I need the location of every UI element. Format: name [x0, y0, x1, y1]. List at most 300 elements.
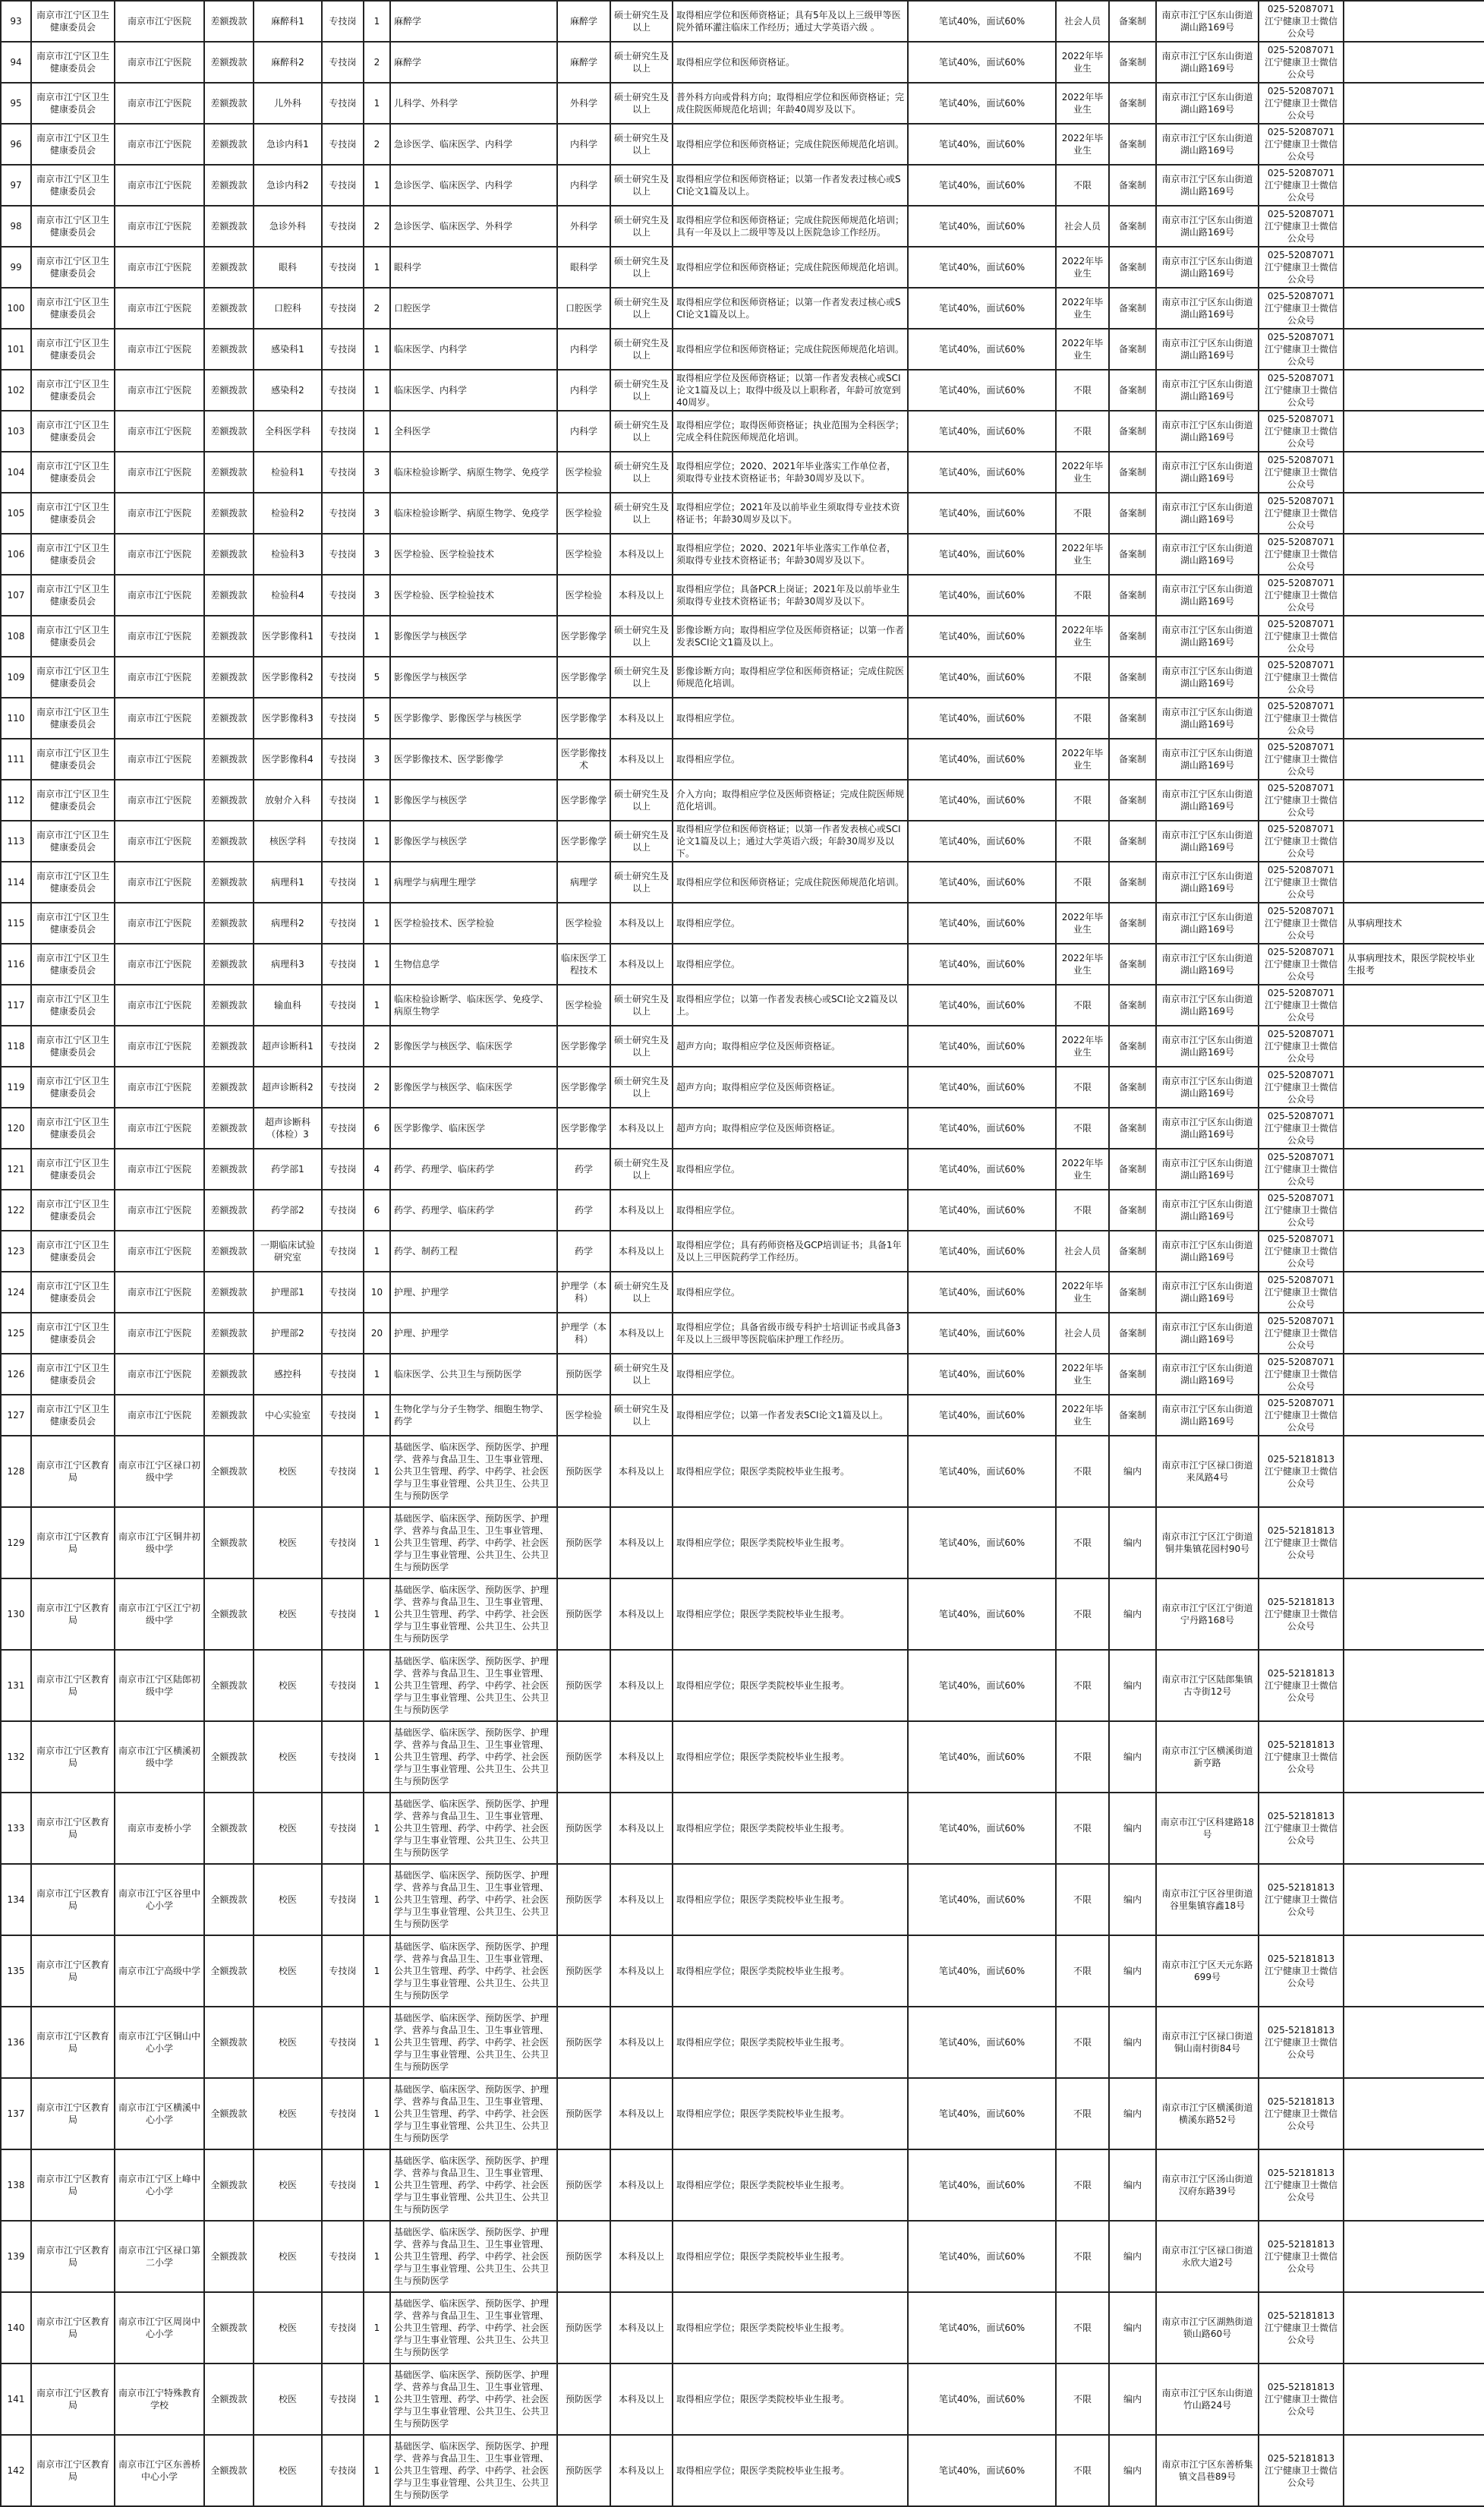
funding-type-cell: 差额拨款 [204, 616, 254, 657]
major-cell: 护理、护理学 [390, 1272, 557, 1313]
staffing-type-cell: 编内 [1109, 1650, 1156, 1721]
row-number-cell: 108 [1, 616, 31, 657]
position-name-cell: 口腔科 [254, 288, 322, 329]
applicant-type-cell: 2022年毕业生 [1056, 944, 1109, 985]
major-cell: 口腔医学 [390, 288, 557, 329]
exam-weighting-cell: 笔试40%，面试60% [908, 1793, 1056, 1864]
row-number-cell: 138 [1, 2149, 31, 2221]
exam-subject-cell: 医学检验 [557, 985, 610, 1026]
exam-weighting-cell: 笔试40%，面试60% [908, 1026, 1056, 1067]
applicant-type-cell: 2022年毕业生 [1056, 288, 1109, 329]
department-cell: 南京市江宁区卫生健康委员会 [31, 247, 115, 288]
remarks-cell [1344, 698, 1484, 739]
row-number-cell: 140 [1, 2292, 31, 2364]
position-name-cell: 检验科1 [254, 452, 322, 493]
exam-weighting-cell: 笔试40%，面试60% [908, 1507, 1056, 1578]
contact-cell: 025-52181813 江宁健康卫士微信公众号 [1259, 2221, 1344, 2292]
major-cell: 影像医学与核医学 [390, 821, 557, 862]
position-name-cell: 校医 [254, 2435, 322, 2506]
major-cell: 基础医学、临床医学、预防医学、护理学、营养与食品卫生、卫生事业管理、公共卫生管理、药学、中药学、社会医学与卫生事业管理、公共卫生、公共卫生与预防医学 [390, 2364, 557, 2435]
remarks-cell [1344, 1507, 1484, 1578]
address-cell: 南京市江宁区东山街道湖山路169号 [1156, 370, 1259, 411]
address-cell: 南京市江宁区东山街道湖山路169号 [1156, 411, 1259, 452]
row-number-cell: 131 [1, 1650, 31, 1721]
department-cell: 南京市江宁区教育局 [31, 2364, 115, 2435]
table-row [1, 2364, 1484, 2435]
position-type-cell: 专技岗 [322, 534, 364, 575]
department-cell: 南京市江宁区卫生健康委员会 [31, 698, 115, 739]
remarks-cell [1344, 1108, 1484, 1149]
table-row [1, 739, 1484, 780]
employer-cell: 南京市江宁医院 [115, 370, 204, 411]
employer-cell: 南京市江宁医院 [115, 698, 204, 739]
row-number-cell: 133 [1, 1793, 31, 1864]
applicant-type-cell: 不限 [1056, 1067, 1109, 1108]
department-cell: 南京市江宁区卫生健康委员会 [31, 739, 115, 780]
funding-type-cell: 差额拨款 [204, 821, 254, 862]
address-cell: 南京市江宁区东山街道湖山路169号 [1156, 1149, 1259, 1190]
position-type-cell: 专技岗 [322, 288, 364, 329]
applicant-type-cell: 不限 [1056, 2364, 1109, 2435]
funding-type-cell: 差额拨款 [204, 124, 254, 165]
funding-type-cell: 差额拨款 [204, 247, 254, 288]
exam-weighting-cell: 笔试40%，面试60% [908, 1231, 1056, 1272]
other-requirements-cell: 取得相应学位；限医学类院校毕业生报考。 [673, 2221, 908, 2292]
education-cell: 本科及以上 [610, 1436, 673, 1507]
major-cell: 急诊医学、临床医学、内科学 [390, 165, 557, 206]
staffing-type-cell: 备案制 [1109, 1, 1156, 42]
staffing-type-cell: 备案制 [1109, 165, 1156, 206]
employer-cell: 南京市江宁区谷里中心小学 [115, 1864, 204, 1935]
funding-type-cell: 差额拨款 [204, 1026, 254, 1067]
position-name-cell: 校医 [254, 2364, 322, 2435]
funding-type-cell: 全额拨款 [204, 1935, 254, 2007]
employer-cell: 南京市江宁医院 [115, 329, 204, 370]
staffing-type-cell: 备案制 [1109, 1026, 1156, 1067]
position-name-cell: 急诊内科1 [254, 124, 322, 165]
funding-type-cell: 差额拨款 [204, 862, 254, 903]
department-cell: 南京市江宁区卫生健康委员会 [31, 1067, 115, 1108]
employer-cell: 南京市江宁医院 [115, 1231, 204, 1272]
contact-cell: 025-52087071 江宁健康卫士微信公众号 [1259, 1149, 1344, 1190]
department-cell: 南京市江宁区卫生健康委员会 [31, 944, 115, 985]
other-requirements-cell: 取得相应学位；限医学类院校毕业生报考。 [673, 1793, 908, 1864]
table-row [1, 493, 1484, 534]
contact-cell: 025-52181813 江宁健康卫士微信公众号 [1259, 2149, 1344, 2221]
department-cell: 南京市江宁区卫生健康委员会 [31, 862, 115, 903]
exam-subject-cell: 内科学 [557, 411, 610, 452]
applicant-type-cell: 2022年毕业生 [1056, 1354, 1109, 1395]
table-row [1, 2292, 1484, 2364]
funding-type-cell: 全额拨款 [204, 2364, 254, 2435]
employer-cell: 南京市江宁区铜山中心小学 [115, 2007, 204, 2078]
address-cell: 南京市江宁区东山街道湖山路169号 [1156, 247, 1259, 288]
contact-cell: 025-52087071 江宁健康卫士微信公众号 [1259, 206, 1344, 247]
other-requirements-cell: 取得相应学位和医师资格证；完成住院医师规范化培训；具有一年及以上二级甲等及以上医院急诊工作经历。 [673, 206, 908, 247]
other-requirements-cell: 取得相应学位。 [673, 1272, 908, 1313]
employer-cell: 南京市江宁医院 [115, 1272, 204, 1313]
applicant-type-cell: 社会人员 [1056, 1313, 1109, 1354]
contact-cell: 025-52087071 江宁健康卫士微信公众号 [1259, 739, 1344, 780]
remarks-cell [1344, 2364, 1484, 2435]
headcount-cell: 1 [364, 1395, 390, 1436]
position-type-cell: 专技岗 [322, 2435, 364, 2506]
staffing-type-cell: 编内 [1109, 1507, 1156, 1578]
contact-cell: 025-52087071 江宁健康卫士微信公众号 [1259, 1231, 1344, 1272]
other-requirements-cell: 取得相应学位；限医学类院校毕业生报考。 [673, 2364, 908, 2435]
position-name-cell: 检验科2 [254, 493, 322, 534]
major-cell: 药学、制药工程 [390, 1231, 557, 1272]
department-cell: 南京市江宁区卫生健康委员会 [31, 985, 115, 1026]
department-cell: 南京市江宁区卫生健康委员会 [31, 903, 115, 944]
exam-subject-cell: 预防医学 [557, 2149, 610, 2221]
applicant-type-cell: 不限 [1056, 575, 1109, 616]
exam-weighting-cell: 笔试40%，面试60% [908, 534, 1056, 575]
row-number-cell: 96 [1, 124, 31, 165]
funding-type-cell: 差额拨款 [204, 1108, 254, 1149]
department-cell: 南京市江宁区卫生健康委员会 [31, 534, 115, 575]
major-cell: 护理、护理学 [390, 1313, 557, 1354]
remarks-cell [1344, 1935, 1484, 2007]
exam-weighting-cell: 笔试40%，面试60% [908, 616, 1056, 657]
other-requirements-cell: 取得相应学位。 [673, 739, 908, 780]
table-row [1, 2007, 1484, 2078]
remarks-cell [1344, 247, 1484, 288]
applicant-type-cell: 2022年毕业生 [1056, 739, 1109, 780]
staffing-type-cell: 备案制 [1109, 1272, 1156, 1313]
headcount-cell: 3 [364, 534, 390, 575]
row-number-cell: 117 [1, 985, 31, 1026]
contact-cell: 025-52087071 江宁健康卫士微信公众号 [1259, 452, 1344, 493]
exam-weighting-cell: 笔试40%，面试60% [908, 1149, 1056, 1190]
other-requirements-cell: 取得相应学位；具备PCR上岗证；2021年及以前毕业生须取得专业技术资格证书；年龄30周岁及以下。 [673, 575, 908, 616]
department-cell: 南京市江宁区卫生健康委员会 [31, 124, 115, 165]
other-requirements-cell: 取得相应学位；2020、2021年毕业落实工作单位者，须取得专业技术资格证书；年龄30周岁及以下。 [673, 534, 908, 575]
exam-subject-cell: 医学影像学 [557, 821, 610, 862]
other-requirements-cell: 取得相应学位。 [673, 944, 908, 985]
exam-weighting-cell: 笔试40%，面试60% [908, 1650, 1056, 1721]
table-row [1, 657, 1484, 698]
position-name-cell: 护理部1 [254, 1272, 322, 1313]
applicant-type-cell: 2022年毕业生 [1056, 903, 1109, 944]
remarks-cell [1344, 1231, 1484, 1272]
employer-cell: 南京市江宁医院 [115, 1108, 204, 1149]
staffing-type-cell: 备案制 [1109, 616, 1156, 657]
table-row [1, 534, 1484, 575]
address-cell: 南京市江宁区江宁街道宁丹路168号 [1156, 1578, 1259, 1650]
employer-cell: 南京市江宁医院 [115, 42, 204, 83]
address-cell: 南京市江宁区东山街道湖山路169号 [1156, 1395, 1259, 1436]
contact-cell: 025-52087071 江宁健康卫士微信公众号 [1259, 1067, 1344, 1108]
funding-type-cell: 差额拨款 [204, 1067, 254, 1108]
education-cell: 本科及以上 [610, 1864, 673, 1935]
row-number-cell: 128 [1, 1436, 31, 1507]
exam-subject-cell: 医学影像技术 [557, 739, 610, 780]
staffing-type-cell: 编内 [1109, 1436, 1156, 1507]
education-cell: 本科及以上 [610, 1231, 673, 1272]
exam-weighting-cell: 笔试40%，面试60% [908, 452, 1056, 493]
applicant-type-cell: 不限 [1056, 780, 1109, 821]
position-name-cell: 药学部2 [254, 1190, 322, 1231]
applicant-type-cell: 不限 [1056, 1864, 1109, 1935]
other-requirements-cell: 取得相应学位和医师资格证；完成住院医师规范化培训。 [673, 124, 908, 165]
education-cell: 硕士研究生及以上 [610, 370, 673, 411]
applicant-type-cell: 不限 [1056, 821, 1109, 862]
exam-subject-cell: 内科学 [557, 329, 610, 370]
major-cell: 临床医学、公共卫生与预防医学 [390, 1354, 557, 1395]
department-cell: 南京市江宁区教育局 [31, 2007, 115, 2078]
headcount-cell: 1 [364, 1231, 390, 1272]
remarks-cell [1344, 1395, 1484, 1436]
position-name-cell: 检验科4 [254, 575, 322, 616]
remarks-cell [1344, 2221, 1484, 2292]
row-number-cell: 137 [1, 2078, 31, 2149]
position-type-cell: 专技岗 [322, 1793, 364, 1864]
exam-subject-cell: 口腔医学 [557, 288, 610, 329]
contact-cell: 025-52087071 江宁健康卫士微信公众号 [1259, 1026, 1344, 1067]
department-cell: 南京市江宁区卫生健康委员会 [31, 1395, 115, 1436]
table-row [1, 1436, 1484, 1507]
major-cell: 临床检验诊断学、病原生物学、免疫学 [390, 452, 557, 493]
department-cell: 南京市江宁区教育局 [31, 1578, 115, 1650]
exam-weighting-cell: 笔试40%，面试60% [908, 1313, 1056, 1354]
exam-subject-cell: 医学影像学 [557, 1067, 610, 1108]
position-type-cell: 专技岗 [322, 2078, 364, 2149]
education-cell: 本科及以上 [610, 1650, 673, 1721]
funding-type-cell: 差额拨款 [204, 329, 254, 370]
row-number-cell: 98 [1, 206, 31, 247]
position-name-cell: 病理科1 [254, 862, 322, 903]
employer-cell: 南京市江宁医院 [115, 83, 204, 124]
other-requirements-cell: 影像诊断方向；取得相应学位及医师资格证；以第一作者发表SCI论文1篇及以上。 [673, 616, 908, 657]
position-type-cell: 专技岗 [322, 206, 364, 247]
position-name-cell: 超声诊断科1 [254, 1026, 322, 1067]
position-type-cell: 专技岗 [322, 2007, 364, 2078]
remarks-cell [1344, 452, 1484, 493]
table-row [1, 165, 1484, 206]
address-cell: 南京市江宁区东山街道湖山路169号 [1156, 862, 1259, 903]
row-number-cell: 113 [1, 821, 31, 862]
exam-subject-cell: 外科学 [557, 206, 610, 247]
position-type-cell: 专技岗 [322, 1507, 364, 1578]
address-cell: 南京市江宁区东山街道湖山路169号 [1156, 329, 1259, 370]
department-cell: 南京市江宁区卫生健康委员会 [31, 1354, 115, 1395]
department-cell: 南京市江宁区教育局 [31, 2149, 115, 2221]
education-cell: 本科及以上 [610, 1507, 673, 1578]
table-row [1, 42, 1484, 83]
education-cell: 本科及以上 [610, 1108, 673, 1149]
position-name-cell: 校医 [254, 1864, 322, 1935]
applicant-type-cell: 不限 [1056, 657, 1109, 698]
education-cell: 硕士研究生及以上 [610, 1, 673, 42]
major-cell: 眼科学 [390, 247, 557, 288]
address-cell: 南京市江宁区陆郎集镇古寺街12号 [1156, 1650, 1259, 1721]
department-cell: 南京市江宁区卫生健康委员会 [31, 42, 115, 83]
staffing-type-cell: 备案制 [1109, 124, 1156, 165]
row-number-cell: 123 [1, 1231, 31, 1272]
position-name-cell: 检验科3 [254, 534, 322, 575]
major-cell: 全科医学 [390, 411, 557, 452]
position-type-cell: 专技岗 [322, 1149, 364, 1190]
exam-weighting-cell: 笔试40%，面试60% [908, 1436, 1056, 1507]
position-type-cell: 专技岗 [322, 1354, 364, 1395]
staffing-type-cell: 备案制 [1109, 83, 1156, 124]
employer-cell: 南京市江宁区横溪初级中学 [115, 1721, 204, 1793]
headcount-cell: 3 [364, 575, 390, 616]
table-row [1, 1313, 1484, 1354]
row-number-cell: 107 [1, 575, 31, 616]
exam-weighting-cell: 笔试40%，面试60% [908, 493, 1056, 534]
row-number-cell: 100 [1, 288, 31, 329]
contact-cell: 025-52181813 江宁健康卫士微信公众号 [1259, 2078, 1344, 2149]
row-number-cell: 97 [1, 165, 31, 206]
contact-cell: 025-52087071 江宁健康卫士微信公众号 [1259, 985, 1344, 1026]
position-type-cell: 专技岗 [322, 1067, 364, 1108]
row-number-cell: 110 [1, 698, 31, 739]
contact-cell: 025-52087071 江宁健康卫士微信公众号 [1259, 657, 1344, 698]
position-name-cell: 药学部1 [254, 1149, 322, 1190]
address-cell: 南京市江宁区禄口街道永欣大道2号 [1156, 2221, 1259, 2292]
applicant-type-cell: 不限 [1056, 2149, 1109, 2221]
exam-subject-cell: 预防医学 [557, 1721, 610, 1793]
applicant-type-cell: 社会人员 [1056, 1, 1109, 42]
headcount-cell: 1 [364, 903, 390, 944]
contact-cell: 025-52181813 江宁健康卫士微信公众号 [1259, 1793, 1344, 1864]
education-cell: 本科及以上 [610, 2007, 673, 2078]
education-cell: 本科及以上 [610, 1578, 673, 1650]
table-row [1, 1190, 1484, 1231]
row-number-cell: 126 [1, 1354, 31, 1395]
remarks-cell [1344, 1067, 1484, 1108]
exam-weighting-cell: 笔试40%，面试60% [908, 862, 1056, 903]
remarks-cell [1344, 1190, 1484, 1231]
headcount-cell: 20 [364, 1313, 390, 1354]
row-number-cell: 112 [1, 780, 31, 821]
contact-cell: 025-52087071 江宁健康卫士微信公众号 [1259, 821, 1344, 862]
table-row [1, 1026, 1484, 1067]
funding-type-cell: 差额拨款 [204, 739, 254, 780]
other-requirements-cell: 取得相应学位；2021年及以前毕业生须取得专业技术资格证书；年龄30周岁及以下。 [673, 493, 908, 534]
funding-type-cell: 差额拨款 [204, 165, 254, 206]
address-cell: 南京市江宁区东山街道湖山路169号 [1156, 1354, 1259, 1395]
row-number-cell: 103 [1, 411, 31, 452]
education-cell: 本科及以上 [610, 2078, 673, 2149]
address-cell: 南京市江宁区汤山街道汉府东路39号 [1156, 2149, 1259, 2221]
position-type-cell: 专技岗 [322, 903, 364, 944]
position-type-cell: 专技岗 [322, 2149, 364, 2221]
position-type-cell: 专技岗 [322, 2292, 364, 2364]
remarks-cell [1344, 2292, 1484, 2364]
contact-cell: 025-52087071 江宁健康卫士微信公众号 [1259, 124, 1344, 165]
education-cell: 硕士研究生及以上 [610, 411, 673, 452]
headcount-cell: 1 [364, 411, 390, 452]
other-requirements-cell: 取得相应学位；以第一作者发表SCI论文1篇及以上。 [673, 1395, 908, 1436]
headcount-cell: 1 [364, 944, 390, 985]
major-cell: 基础医学、临床医学、预防医学、护理学、营养与食品卫生、卫生事业管理、公共卫生管理、药学、中药学、社会医学与卫生事业管理、公共卫生、公共卫生与预防医学 [390, 2078, 557, 2149]
table-row [1, 2435, 1484, 2506]
employer-cell: 南京市江宁医院 [115, 206, 204, 247]
other-requirements-cell: 取得相应学位及医师资格证；以第一作者发表核心或SCI论文1篇及以上；取得中级及以上职称者，年龄可放宽到40周岁。 [673, 370, 908, 411]
headcount-cell: 2 [364, 1067, 390, 1108]
row-number-cell: 104 [1, 452, 31, 493]
staffing-type-cell: 备案制 [1109, 1395, 1156, 1436]
department-cell: 南京市江宁区卫生健康委员会 [31, 165, 115, 206]
funding-type-cell: 差额拨款 [204, 288, 254, 329]
headcount-cell: 1 [364, 1354, 390, 1395]
position-type-cell: 专技岗 [322, 1578, 364, 1650]
staffing-type-cell: 编内 [1109, 1721, 1156, 1793]
education-cell: 硕士研究生及以上 [610, 165, 673, 206]
staffing-type-cell: 编内 [1109, 2007, 1156, 2078]
position-name-cell: 核医学科 [254, 821, 322, 862]
table-body [1, 1, 1484, 2506]
position-name-cell: 校医 [254, 2149, 322, 2221]
row-number-cell: 141 [1, 2364, 31, 2435]
applicant-type-cell: 2022年毕业生 [1056, 329, 1109, 370]
education-cell: 本科及以上 [610, 534, 673, 575]
department-cell: 南京市江宁区教育局 [31, 1436, 115, 1507]
remarks-cell [1344, 493, 1484, 534]
contact-cell: 025-52087071 江宁健康卫士微信公众号 [1259, 1313, 1344, 1354]
remarks-cell: 从事病理技术，限医学院校毕业生报考 [1344, 944, 1484, 985]
employer-cell: 南京市江宁医院 [115, 616, 204, 657]
remarks-cell [1344, 206, 1484, 247]
row-number-cell: 132 [1, 1721, 31, 1793]
staffing-type-cell: 备案制 [1109, 862, 1156, 903]
staffing-type-cell: 备案制 [1109, 1067, 1156, 1108]
position-name-cell: 校医 [254, 1721, 322, 1793]
table-row [1, 1108, 1484, 1149]
address-cell: 南京市江宁区东山街道竹山路24号 [1156, 2364, 1259, 2435]
education-cell: 硕士研究生及以上 [610, 247, 673, 288]
applicant-type-cell: 不限 [1056, 370, 1109, 411]
table-row [1, 1864, 1484, 1935]
remarks-cell [1344, 165, 1484, 206]
contact-cell: 025-52087071 江宁健康卫士微信公众号 [1259, 411, 1344, 452]
employer-cell: 南京市江宁医院 [115, 247, 204, 288]
exam-subject-cell: 内科学 [557, 124, 610, 165]
exam-subject-cell: 眼科学 [557, 247, 610, 288]
remarks-cell [1344, 1354, 1484, 1395]
other-requirements-cell: 取得相应学位；具有药师资格及GCP培训证书；具备1年及以上三甲医院药学工作经历。 [673, 1231, 908, 1272]
headcount-cell: 10 [364, 1272, 390, 1313]
contact-cell: 025-52087071 江宁健康卫士微信公众号 [1259, 1108, 1344, 1149]
headcount-cell: 2 [364, 42, 390, 83]
exam-subject-cell: 预防医学 [557, 1864, 610, 1935]
position-type-cell: 专技岗 [322, 493, 364, 534]
applicant-type-cell: 不限 [1056, 1650, 1109, 1721]
major-cell: 影像医学与核医学 [390, 616, 557, 657]
position-type-cell: 专技岗 [322, 1935, 364, 2007]
department-cell: 南京市江宁区教育局 [31, 1650, 115, 1721]
major-cell: 病理学与病理生理学 [390, 862, 557, 903]
applicant-type-cell: 2022年毕业生 [1056, 452, 1109, 493]
major-cell: 基础医学、临床医学、预防医学、护理学、营养与食品卫生、卫生事业管理、公共卫生管理、药学、中药学、社会医学与卫生事业管理、公共卫生、公共卫生与预防医学 [390, 1935, 557, 2007]
major-cell: 基础医学、临床医学、预防医学、护理学、营养与食品卫生、卫生事业管理、公共卫生管理、药学、中药学、社会医学与卫生事业管理、公共卫生、公共卫生与预防医学 [390, 1436, 557, 1507]
contact-cell: 025-52087071 江宁健康卫士微信公众号 [1259, 247, 1344, 288]
remarks-cell [1344, 1436, 1484, 1507]
table-row [1, 124, 1484, 165]
remarks-cell [1344, 534, 1484, 575]
exam-weighting-cell: 笔试40%，面试60% [908, 124, 1056, 165]
staffing-type-cell: 备案制 [1109, 206, 1156, 247]
address-cell: 南京市江宁区禄口街道来凤路4号 [1156, 1436, 1259, 1507]
contact-cell: 025-52181813 江宁健康卫士微信公众号 [1259, 1935, 1344, 2007]
exam-weighting-cell: 笔试40%，面试60% [908, 657, 1056, 698]
employer-cell: 南京市江宁区江宁初级中学 [115, 1578, 204, 1650]
funding-type-cell: 差额拨款 [204, 83, 254, 124]
employer-cell: 南京市江宁医院 [115, 1067, 204, 1108]
